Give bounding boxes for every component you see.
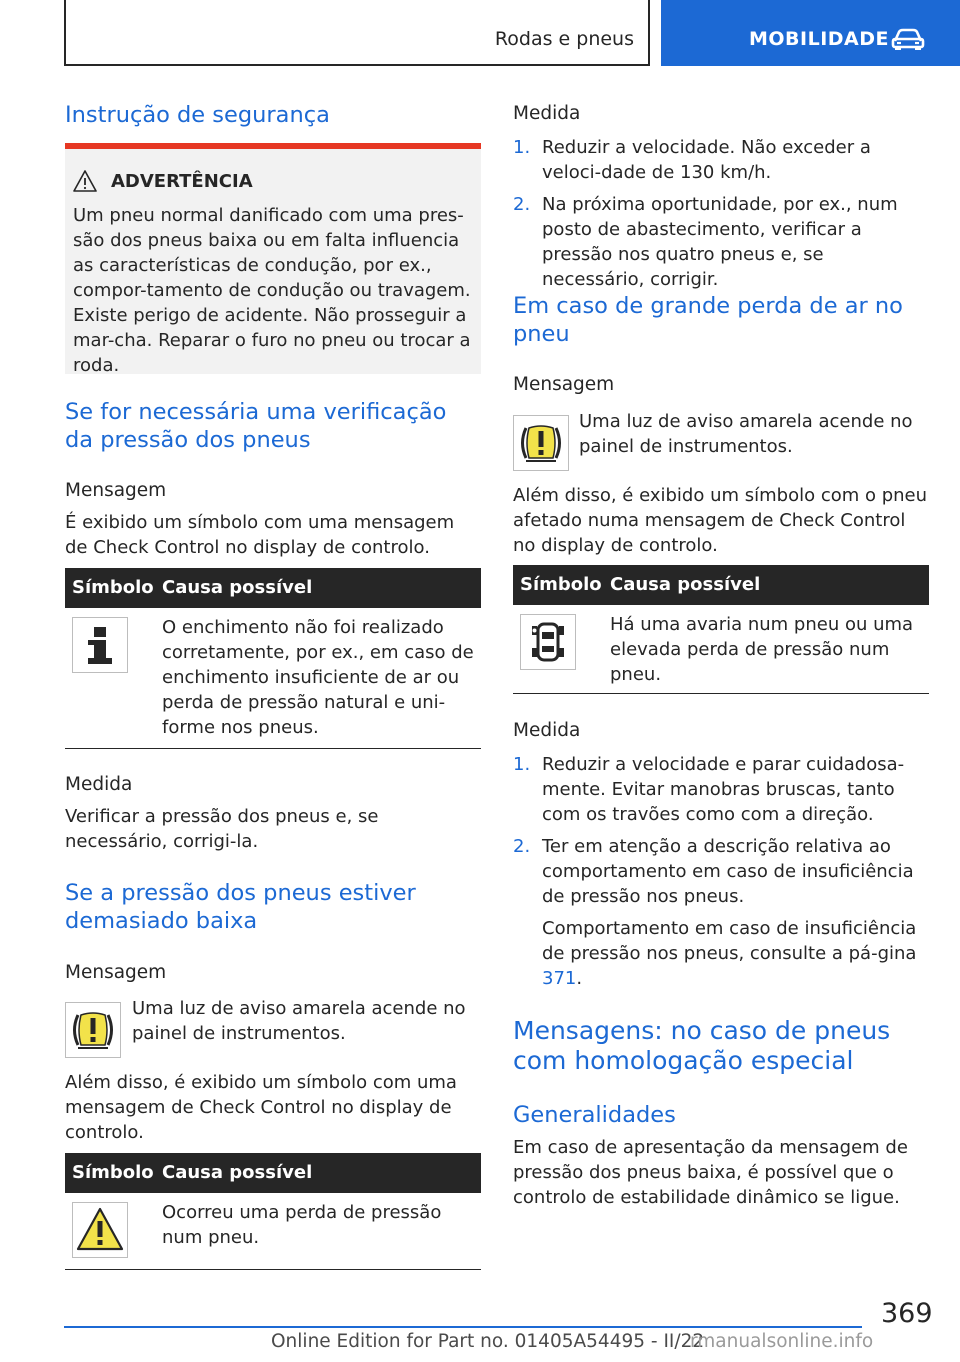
cause-text: Há uma avaria num pneu ou uma elevada perda de pressão num pneu. [610, 614, 914, 685]
warning-box [65, 143, 481, 374]
warning-triangle-icon [72, 1202, 128, 1258]
cause-text: O enchimento não foi realizado corretamente, por ex., em caso de enchimento insuficiente de ar ou perda de pressão natural e uni-forme nos pneus. [162, 617, 474, 738]
table-row [513, 605, 929, 694]
measure-text: Verificar a pressão dos pneus e, se necessário, corrigi-la. [65, 806, 379, 852]
page-link[interactable]: 371 [542, 968, 577, 989]
col-cause: Causa possível [162, 1162, 313, 1183]
low-message-text: Uma luz de aviso amarela acende no painel de instrumentos. [132, 998, 466, 1044]
measure2-steps [513, 752, 929, 916]
col-symbol: Símbolo [72, 1162, 154, 1183]
warning-label: ADVERTÊNCIA [111, 171, 253, 192]
list-item: 1. Reduzir a velocidade. Não exceder a veloci-dade de 130 km/h. [513, 137, 871, 183]
footer-edition: Online Edition for Part no. 01405A54495 - II/22 [271, 1331, 705, 1352]
table-header [65, 1153, 481, 1193]
footer-watermark: rmanualsonline.info [690, 1331, 874, 1352]
table-low-pressure [65, 1153, 481, 1270]
step2-reference: Comportamento em caso de insuficiência de pressão nos pneus, consulte a pá-gina 371. [542, 918, 917, 989]
info-icon [72, 617, 128, 673]
header-section-box [64, 0, 650, 66]
warning-bar [65, 143, 481, 149]
warning-text: Um pneu normal danificado com uma pres-são dos pneus baixa ou em falta influencia as características de condução, por ex., compor-tamento de condução ou travagem. Existe perigo de acidente. Não prosseguir a mar-cha. Reparar o furo no pneu ou trocar a roda. [73, 205, 471, 376]
list-item: 1. Reduzir a velocidade e parar cuidadosa-mente. Evitar manobras bruscas, tanto com os travões como com a direção. [513, 754, 905, 825]
footer-divider [64, 1326, 862, 1328]
list-item: 2. Na próxima oportunidade, por ex., num posto de abastecimento, verificar a pressão nos quatro pneus e, se necessário, corrigir. [513, 194, 898, 290]
loss-message-text: Uma luz de aviso amarela acende no painel de instrumentos. [579, 411, 913, 457]
table-header [513, 565, 929, 605]
tpms-warning-icon [513, 415, 569, 471]
cause-text: Ocorreu uma perda de pressão num pneu. [162, 1202, 442, 1248]
measure2-label: Medida [513, 720, 581, 741]
car-tyre-damage-icon [520, 614, 576, 670]
general-heading: Generalidades [513, 1102, 676, 1128]
air-loss-heading: Em caso de grande perda de ar no pneu [513, 293, 903, 347]
header-chapter-box [661, 0, 960, 66]
tpms-warning-icon [65, 1002, 121, 1058]
special-heading: Mensagens: no caso de pneus com homologação especial [513, 1016, 891, 1075]
col-cause: Causa possível [162, 577, 313, 598]
measure-steps [513, 135, 929, 299]
car-icon [891, 27, 925, 51]
header-section-title: Rodas e pneus [494, 28, 634, 50]
table-row [65, 608, 481, 749]
list-item: 2. Ter em atenção a descrição relativa ao comportamento em caso de insuficiência de pressão nos pneus. [513, 836, 914, 907]
check-message-text: É exibido um símbolo com uma mensagem de Check Control no display de controlo. [65, 512, 455, 558]
loss-message-text2: Além disso, é exibido um símbolo com o pneu afetado numa mensagem de Check Control no display de controlo. [513, 485, 928, 556]
col-cause: Causa possível [610, 574, 761, 595]
table-check [65, 568, 481, 749]
measure-label: Medida [513, 103, 581, 124]
header-chapter-title: MOBILIDADE [749, 28, 890, 50]
table-header [65, 568, 481, 608]
measure-label: Medida [65, 774, 133, 795]
low-message-text2: Além disso, é exibido um símbolo com uma mensagem de Check Control no display de controlo. [65, 1072, 457, 1143]
low-pressure-heading: Se a pressão dos pneus estiver demasiado baixa [65, 880, 416, 934]
warning-triangle-icon [73, 170, 97, 192]
general-text: Em caso de apresentação da mensagem de pressão dos pneus baixa, é possível que o controlo de estabilidade dinâmico se ligue. [513, 1137, 908, 1208]
table-row [65, 1193, 481, 1270]
loss-message-label: Mensagem [513, 374, 615, 395]
col-symbol: Símbolo [72, 577, 154, 598]
table-air-loss [513, 565, 929, 694]
page-number: 369 [881, 1298, 933, 1329]
low-message-label: Mensagem [65, 962, 167, 983]
check-message-label: Mensagem [65, 480, 167, 501]
safety-heading: Instrução de segurança [65, 102, 330, 128]
col-symbol: Símbolo [520, 574, 602, 595]
check-heading: Se for necessária uma verificação da pressão dos pneus [65, 399, 447, 453]
